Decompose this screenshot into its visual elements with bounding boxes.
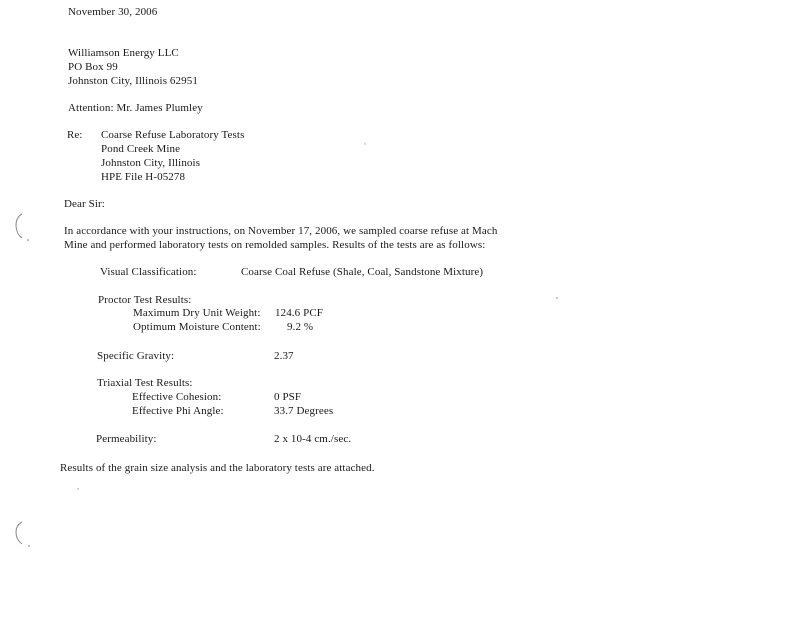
opt-moisture-value: 9.2 %: [287, 321, 314, 333]
re-location-line: Johnston City, Illinois: [101, 157, 201, 169]
visual-classification-value: Coarse Coal Refuse (Shale, Coal, Sandstone Mixture): [241, 266, 484, 278]
punch-hole-mark-upper: [8, 210, 34, 246]
opt-moisture-label: Optimum Moisture Content:: [133, 321, 261, 333]
specific-gravity-value: 2.37: [274, 350, 294, 362]
letter-date: November 30, 2006: [68, 6, 158, 18]
body-line-2: Mine and performed laboratory tests on remolded samples. Results of the tests are as follows:: [64, 239, 486, 251]
max-dry-weight-value: 124.6 PCF: [275, 307, 323, 319]
effective-phi-value: 33.7 Degrees: [274, 405, 334, 417]
scan-speck: [363, 142, 367, 146]
punch-hole-mark-lower: [8, 518, 34, 554]
re-subject-line: Coarse Refuse Laboratory Tests: [101, 129, 245, 141]
effective-phi-label: Effective Phi Angle:: [132, 405, 224, 417]
proctor-heading: Proctor Test Results:: [98, 294, 192, 306]
scan-speck: [76, 487, 80, 491]
effective-cohesion-value: 0 PSF: [274, 391, 302, 403]
max-dry-weight-label: Maximum Dry Unit Weight:: [133, 307, 261, 319]
recipient-po-box: PO Box 99: [68, 61, 118, 73]
salutation: Dear Sir:: [64, 198, 105, 210]
re-label: Re:: [67, 129, 83, 141]
recipient-city-state-zip: Johnston City, Illinois 62951: [68, 75, 198, 87]
visual-classification-label: Visual Classification:: [100, 266, 197, 278]
effective-cohesion-label: Effective Cohesion:: [132, 391, 222, 403]
re-mine-line: Pond Creek Mine: [101, 143, 181, 155]
specific-gravity-label: Specific Gravity:: [97, 350, 175, 362]
re-file-line: HPE File H-05278: [101, 171, 186, 183]
permeability-label: Permeability:: [96, 433, 157, 445]
attention-line: Attention: Mr. James Plumley: [68, 102, 203, 114]
closing-line: Results of the grain size analysis and the laboratory tests are attached.: [60, 462, 375, 474]
recipient-company: Williamson Energy LLC: [68, 47, 179, 59]
scan-speck: [555, 296, 559, 300]
permeability-value: 2 x 10-4 cm./sec.: [274, 433, 352, 445]
body-line-1: In accordance with your instructions, on November 17, 2006, we sampled coarse refuse at Mach: [64, 225, 498, 237]
triaxial-heading: Triaxial Test Results:: [97, 377, 193, 389]
